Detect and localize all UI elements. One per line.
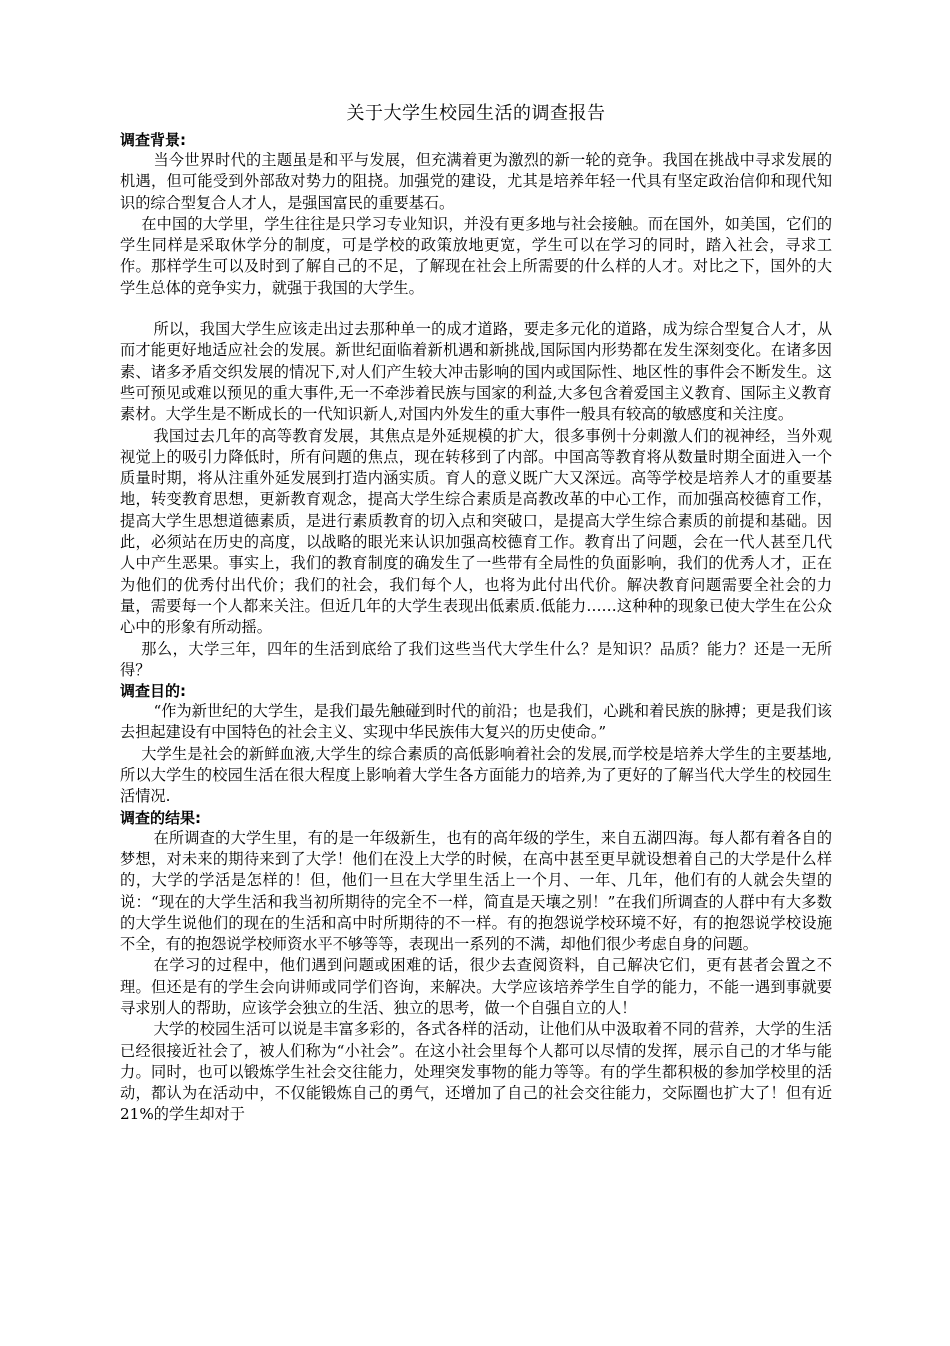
paragraph: 大学生是社会的新鲜血液,大学生的综合素质的高低影响着社会的发展,而学校是培养大学生的主要基地,所以大学生的校园生活在很大程度上影响着大学生各方面能力的培养,为了更好的了解当代大学生的校园生活情况. <box>120 744 832 806</box>
paragraph-spacer <box>120 299 832 319</box>
document-page <box>120 102 832 1126</box>
paragraph: 大学的校园生活可以说是丰富多彩的，各式各样的活动，让他们从中汲取着不同的营养，大学的生活已经很接近社会了，被人们称为“小社会”。在这小社会里每个人都可以尽情的发挥，展示自己的才华与能力。同时，也可以锻炼学生社会交往能力，处理突发事物的能力等等。有的学生都积极的参加学校里的活动，都认为在活动中，不仅能锻炼自己的勇气，还增加了自己的社会交往能力，交际圈也扩大了！但有近 21%的学生却对于 <box>120 1020 832 1124</box>
paragraph: 在学习的过程中，他们遇到问题或困难的话，很少去查阅资料，自己解决它们，更有甚者会置之不理。但还是有的学生会向讲师或同学们咨询，来解决。大学应该培养学生自学的能力，不能一遇到事就要寻求别人的帮助，应该学会独立的生活、独立的思考，做一个自强自立的人！ <box>120 956 832 1017</box>
paragraph: 我国过去几年的高等教育发展，其焦点是外延规模的扩大，很多事例十分刺激人们的视神经，当外观视觉上的吸引力降低时，所有问题的焦点，现在转移到了内部。中国高等教育将从数量时期全面进入一个质量时期，将从注重外延发展到打造内涵实质。育人的意义既广大又深远。高等学校是培养人才的重要基地，转变教育思想，更新教育观念，提高大学生综合素质是高教改革的中心工作，而加强高校德育工作，提高大学生思想道德素质，是进行素质教育的切入点和突破口，是提高大学生综合素质的前提和基础。因此，必须站在历史的高度，以战略的眼光来认识加强高校德育工作。教育出了问题，会在一代人甚至几代人中产生恶果。事实上，我们的教育制度的确发生了一些带有全局性的负面影响，我们的优秀人才，正在为他们的优秀付出代价；我们的社会，我们每个人，也将为此付出代价。解决教育问题需要全社会的力量，需要每一个人都来关注。但近几年的大学生表现出低素质.低能力……这种种的现象已使大学生在公众心中的形象有所动摇。 <box>120 426 832 637</box>
section-heading-background: 调查背景: <box>120 131 186 149</box>
paragraph: 所以，我国大学生应该走出过去那种单一的成才道路，要走多元化的道路，成为综合型复合人才，从而才能更好地适应社会的发展。新世纪面临着新机遇和新挑战,国际国内形势都在发生深刻变化。在诸多因素、诸多矛盾交织发展的情况下,对人们产生较大冲击影响的国内或国际性、地区性的事件会不断发生。这些可预见或难以预见的重大事件,无一不牵涉着民族与国家的利益,大多包含着爱国主义教育、国际主义教育素材。大学生是不断成长的一代知识新人,对国内外发生的重大事件一般具有较高的敏感度和关注度。 <box>120 320 832 424</box>
paragraph: 在中国的大学里，学生往往是只学习专业知识，并没有更多地与社会接触。而在国外，如美国，它们的学生同样是采取休学分的制度，可是学校的政策放地更宽，学生可以在学习的同时，踏入社会，寻求工作。那样学生可以及时到了解自己的不足，了解现在社会上所需要的什么样的人才。对比之下，国外的大学生总体的竞争实力，就强于我国的大学生。 <box>120 214 832 297</box>
report-title: 关于大学生校园生活的调查报告 <box>346 103 606 124</box>
paragraph: 在所调查的大学生里，有的是一年级新生，也有的高年级的学生，来自五湖四海。每人都有着各自的梦想，对未来的期待来到了大学！他们在没上大学的时候，在高中甚至更早就设想着自己的大学是什么样的，大学的学活是怎样的！但，他们一旦在大学里生活上一个月、一年、几年，他们有的人就会失望的说：“现在的大学生活和我当初所期待的完全不一样，简直是天壤之别！”在我们所调查的人群中有大多数的大学生说他们的现在的生活和高中时所期待的不一样。有的抱怨说学校环境不好，有的抱怨说学校设施不全，有的抱怨说学校师资水平不够等等，表现出一系列的不满，却他们很少考虑自身的问题。 <box>120 828 832 954</box>
paragraph: 那么，大学三年，四年的生活到底给了我们这些当代大学生什么？是知识？品质？能力？还是一无所得？ <box>120 639 832 679</box>
section-heading-results: 调查的结果: <box>120 808 201 827</box>
paragraph: “作为新世纪的大学生，是我们最先触碰到时代的前沿；也是我们，心跳和着民族的脉搏；更是我们该去担起建设有中国特色的社会主义、实现中华民族伟大复兴的历史使命。” <box>120 702 832 742</box>
section-heading-purpose: 调查目的: <box>120 682 186 701</box>
paragraph: 当今世界时代的主题虽是和平与发展，但充满着更为激烈的新一轮的竞争。我国在挑战中寻求发展的机遇，但可能受到外部敌对势力的阻挠。加强党的建设，尤其是培养年轻一代具有坚定政治信仰和现代知识的综合型复合人才人，是强国富民的重要基石。 <box>120 151 832 212</box>
